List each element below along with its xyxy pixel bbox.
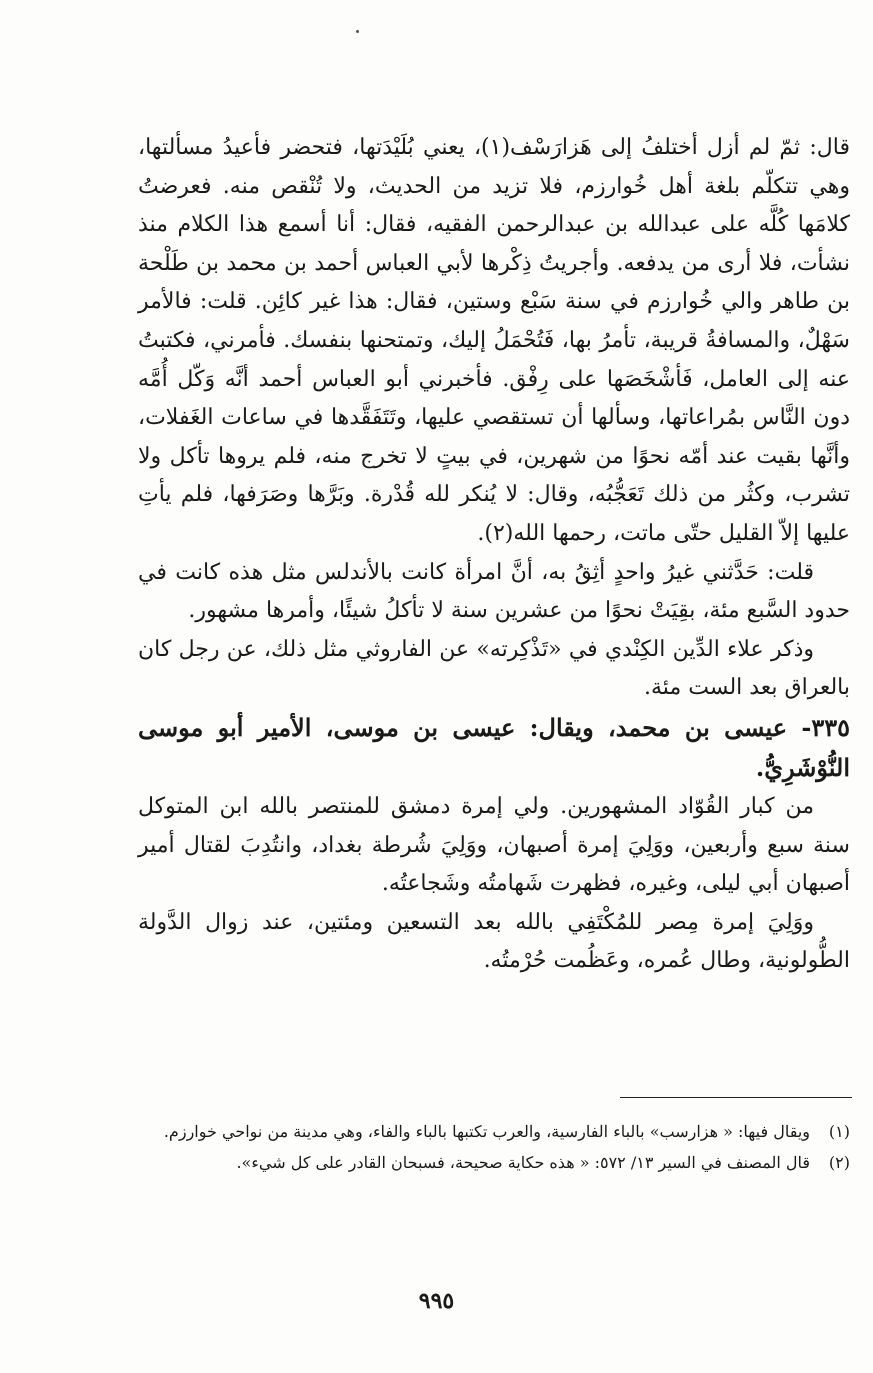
entry-heading: ٣٣٥- عيسى بن محمد، ويقال: عيسى بن موسى، الأمير أبو موسى النُّوْشَرِيُّ. <box>138 712 850 782</box>
footnote-text: ويقال فيها: « هزارسب» بالباء الفارسية، والعرب تكتبها بالباء والفاء، وهي مدينة من نواحي خوارزم. <box>163 1122 810 1141</box>
footnote-number: (٢) <box>828 1153 850 1172</box>
footnote-divider <box>620 1097 852 1098</box>
footnote-number: (١) <box>828 1122 850 1141</box>
footnote-item <box>138 1117 850 1146</box>
paragraph-narration: قال: ثمّ لم أزل أختلفُ إلى هَزارَسْف(١)، يعني بُلَيْدَتها، فتحضر فأعيدُ مسألتها، وهي تتكلّم بلغة أهل خُوارزم، فلا تزيد من الحديث، ولا تُنْقص منه. فعرضتُ كلامَها كُلَّه على عبدالله بن عبدالرحمن الفقيه، فقال: أنا أسمع هذا الكلام منذ نشأت، فلا أرى من يدفعه. وأجريتُ ذِكْرها لأبي العباس أحمد بن محمد بن طَلْحة بن طاهر والي خُوارزم في سنة سَبْع وستين، فقال: هذا غير كائِن. قلت: فالأمر سَهْلٌ، والمسافةُ قريبة، تأمرُ بها، فَتُحْمَلُ إليك، وتمتحنها بنفسك. فأمرني، فكتبتُ عنه إلى العامل، فَأشْخَصَها على رِفْق. فأخبرني أبو العباس أحمد أنَّه وَكّل أُمَّه دون النَّاس بمُراعاتها، وسألها أن تستقصي عليها، وتَتَفَقَّدها في ساعات الغَفلات، وأنَّها بقيت عند أمّه نحوًا من شهرين، في بيتٍ لا تخرج منه، فلم يروها تأكل ولا تشرب، وكثُر من ذلك تَعَجُّبُه، وقال: لا يُنكر لله قُدْرة. وبَرَّها وصَرَفها، فلم يأتِ عليها إلاّ القليل حتّى ماتت، رحمها الله(٢). <box>138 135 850 546</box>
main-text-body <box>138 129 850 981</box>
footnote-text: قال المصنف في السير ١٣/ ٥٧٢: « هذه حكاية صحيحة، فسبحان القادر على كل شيء». <box>236 1153 810 1172</box>
paragraph-entry-1: من كبار القُوّاد المشهورين. ولي إمرة دمشق للمنتصر بالله ابن المتوكل سنة سبع وأربعين، ووَلِيَ إمرة أصبهان، ووَلِيَ شُرطة بغداد، وانتُدِبَ لقتال أمير أصبهان أبي ليلى، وغيره، فظهرت شَهامتُه وشَجاعتُه. <box>138 793 850 897</box>
page-number: ٩٩٥ <box>418 1288 455 1314</box>
footnotes <box>138 1117 850 1179</box>
paragraph-entry-2: ووَلِيَ إمرة مِصر للمُكْتَفِي بالله بعد التسعين ومئتين، عند زوال الدَّولة الطُّولونية، وطال عُمره، وعَظُمت حُرْمتُه. <box>138 909 850 974</box>
paragraph-kindi-note: وذكر علاء الدِّين الكِنْدي في «تَذْكِرته» عن الفاروثي مثل ذلك، عن رجل كان بالعراق بعد الست مئة. <box>138 636 850 701</box>
scan-speck <box>356 30 359 33</box>
footnote-item <box>138 1148 850 1177</box>
paragraph-qultu: قلت: حَدَّثني غيرُ واحدٍ أثِقُ به، أنَّ امرأة كانت بالأندلس مثل هذه كانت في حدود السَّبع مئة، بقِيَتْ نحوًا من عشرين سنة لا تأكلُ شيئًا، وأمرها مشهور. <box>138 559 850 624</box>
